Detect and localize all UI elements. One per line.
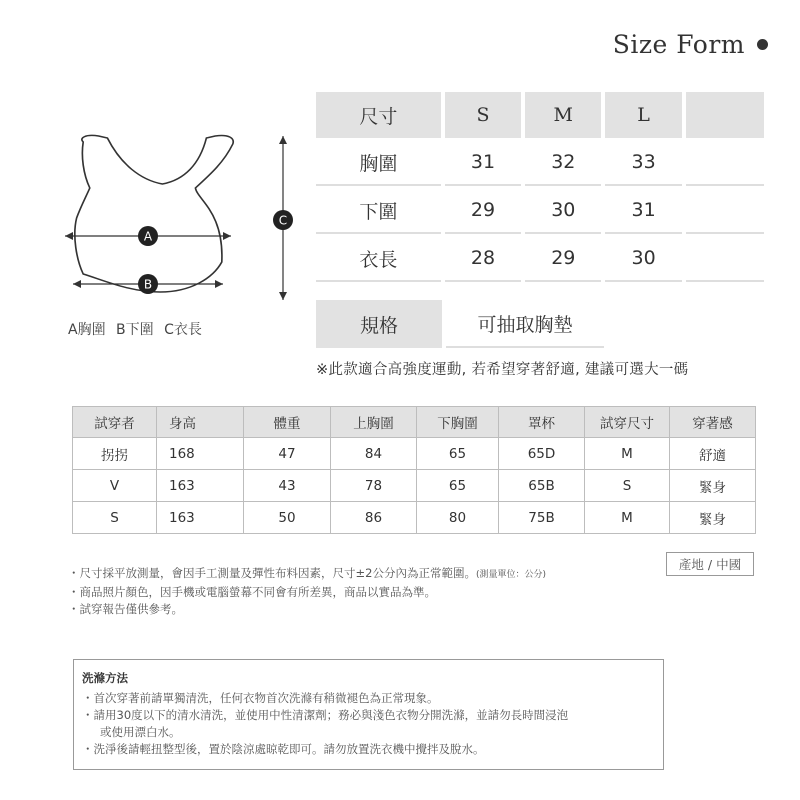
- wash-line-1: ・首次穿著前請單獨清洗，任何衣物首次洗滌有稍微褪色為正常現象。: [82, 691, 439, 705]
- note-line-1-text: ・尺寸採平放測量，會因手工測量及彈性布料因素，尺寸±2公分內為正常範圍。: [68, 566, 476, 580]
- th-size: 試穿尺寸: [585, 407, 670, 438]
- cell-height: 168: [157, 438, 244, 470]
- header-s: S: [445, 92, 521, 138]
- cell-height: 163: [157, 470, 244, 502]
- row-label: 下圍: [316, 188, 441, 234]
- marker-b-label: B: [143, 277, 153, 292]
- spec-value: 可抽取胸墊: [446, 300, 604, 348]
- th-height: 身高: [157, 407, 244, 438]
- row-label: 胸圍: [316, 140, 441, 186]
- cell-weight: 50: [244, 502, 331, 534]
- cell-under-bust: 80: [417, 502, 499, 534]
- cell-l: 31: [605, 188, 681, 234]
- cell-tester: S: [73, 502, 157, 534]
- wash-title: 洗滌方法: [82, 671, 128, 685]
- cell-feel: 緊身: [670, 470, 756, 502]
- try-on-header: [73, 407, 756, 438]
- cell-under-bust: 65: [417, 438, 499, 470]
- cell-weight: 43: [244, 470, 331, 502]
- table-row: [316, 188, 764, 236]
- row-label: 衣長: [316, 236, 441, 282]
- th-weight: 體重: [244, 407, 331, 438]
- cell-upper-bust: 84: [331, 438, 417, 470]
- th-under-bust: 下胸圍: [417, 407, 499, 438]
- cell-under-bust: 65: [417, 470, 499, 502]
- note-line-2: ・商品照片顏色，因手機或電腦螢幕不同會有所差異，商品以實品為準。: [68, 585, 436, 599]
- header-l: L: [605, 92, 681, 138]
- wash-line-3: ・洗淨後請輕扭整型後，置於陰涼處晾乾即可。請勿放置洗衣機中攪拌及脫水。: [82, 742, 485, 756]
- wash-line-2b: 或使用漂白水。: [100, 725, 181, 739]
- cell-feel: 緊身: [670, 502, 756, 534]
- garment-diagram: [55, 128, 315, 308]
- th-cup: 罩杯: [499, 407, 585, 438]
- cell-upper-bust: 78: [331, 470, 417, 502]
- title-text: Size Form: [612, 30, 745, 59]
- garment-outline: [75, 135, 233, 292]
- cell-cup: 65B: [499, 470, 585, 502]
- cell-tester: 拐拐: [73, 438, 157, 470]
- arrow-c-top-icon: [279, 136, 287, 144]
- cell-cup: 75B: [499, 502, 585, 534]
- cell-s: 29: [445, 188, 521, 234]
- marker-a-label: A: [143, 229, 153, 244]
- table-row: [316, 236, 764, 284]
- header-m: M: [525, 92, 601, 138]
- th-upper-bust: 上胸圍: [331, 407, 417, 438]
- note-unit: (測量單位：公分): [475, 570, 546, 580]
- table-row: [73, 470, 756, 502]
- wash-line-2: ・請用30度以下的清水清洗，並使用中性清潔劑；務必與淺色衣物分開洗滌，並請勿長時間浸泡: [82, 708, 569, 722]
- marker-c-label: C: [278, 213, 288, 228]
- cell-extra: [686, 140, 764, 186]
- cell-size: S: [585, 470, 670, 502]
- cell-extra: [686, 236, 764, 282]
- cell-s: 28: [445, 236, 521, 282]
- cell-m: 30: [525, 188, 601, 234]
- arrow-a-right-icon: [223, 232, 231, 240]
- header-size: 尺寸: [316, 92, 441, 138]
- cell-height: 163: [157, 502, 244, 534]
- origin-badge: 產地 / 中國: [666, 552, 754, 576]
- table-row: [316, 140, 764, 188]
- th-tester: 試穿者: [73, 407, 157, 438]
- arrow-c-bottom-icon: [279, 292, 287, 300]
- note-line-3: ・試穿報告僅供參考。: [68, 602, 183, 616]
- cell-l: 33: [605, 140, 681, 186]
- size-table-header: [316, 92, 764, 140]
- spec-label: 規格: [316, 300, 442, 348]
- cell-m: 29: [525, 236, 601, 282]
- size-table: [316, 92, 764, 284]
- cell-size: M: [585, 438, 670, 470]
- title-dot-icon: [757, 39, 768, 50]
- cell-size: M: [585, 502, 670, 534]
- table-row: [73, 438, 756, 470]
- notes-list: [68, 565, 546, 618]
- cell-s: 31: [445, 140, 521, 186]
- try-on-table: [72, 406, 756, 534]
- arrow-a-left-icon: [65, 232, 73, 240]
- diagram-caption: A胸圍 B下圍 C衣長: [68, 322, 202, 338]
- spec-row: [316, 300, 604, 348]
- cell-upper-bust: 86: [331, 502, 417, 534]
- cell-tester: V: [73, 470, 157, 502]
- wash-box: [73, 659, 664, 770]
- cell-extra: [686, 188, 764, 234]
- page-title: [613, 30, 768, 59]
- cell-feel: 舒適: [670, 438, 756, 470]
- note-line-1: [68, 565, 546, 584]
- cell-weight: 47: [244, 438, 331, 470]
- arrow-b-left-icon: [73, 280, 81, 288]
- cell-l: 30: [605, 236, 681, 282]
- arrow-b-right-icon: [215, 280, 223, 288]
- cell-cup: 65D: [499, 438, 585, 470]
- fit-note: ※此款適合高強度運動, 若希望穿著舒適, 建議可選大一碼: [316, 362, 689, 378]
- table-row: [73, 502, 756, 534]
- cell-m: 32: [525, 140, 601, 186]
- th-feel: 穿著感: [670, 407, 756, 438]
- header-empty: [686, 92, 764, 138]
